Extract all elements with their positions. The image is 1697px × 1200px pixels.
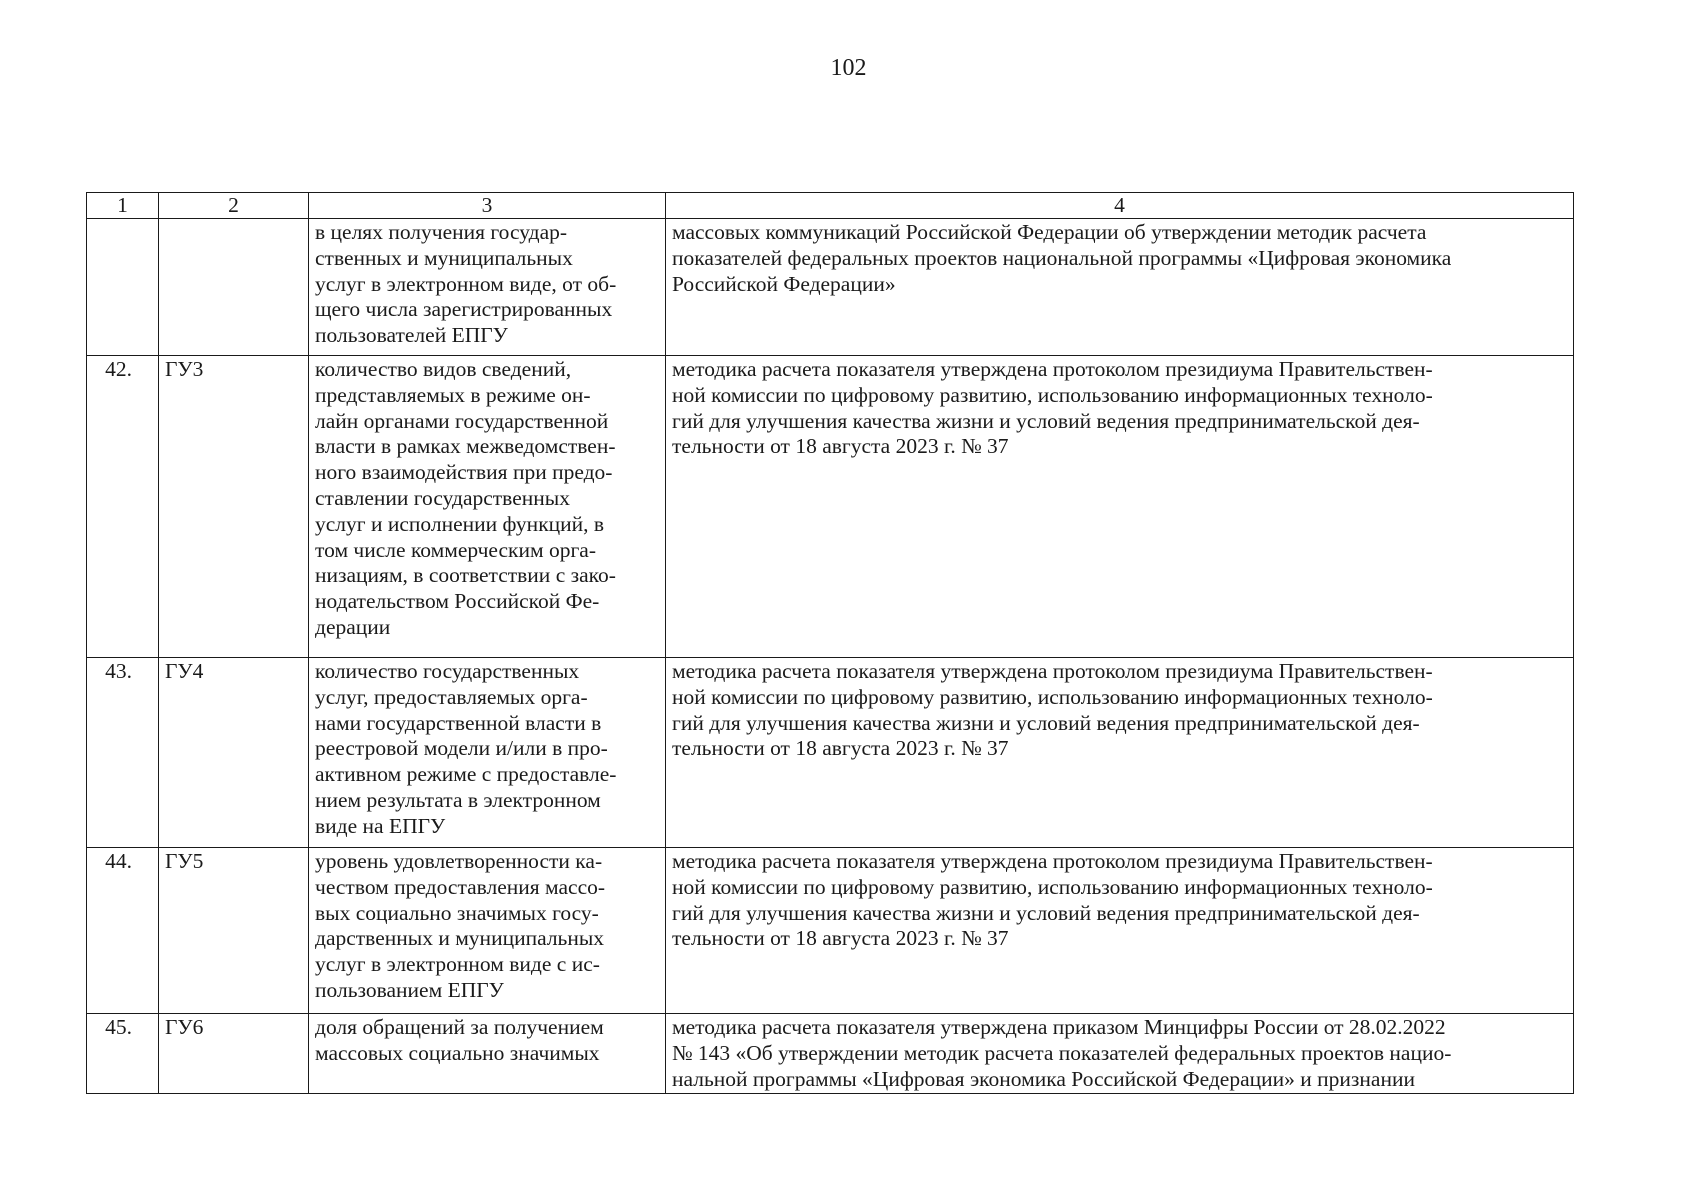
table-body [87,219,1574,1094]
methodology-text: методика расчета показателя утверждена приказом Минцифры России от 28.02.2022 № 143 «Об утверждении методик расчета показателей федеральных проектов нацио- нальной программы «Цифровая экономика Российской Федерации» и признании [672,1015,1452,1091]
header-col-1: 1 [87,193,159,219]
indicator-description [309,658,666,848]
indicator-description [309,356,666,658]
row-number: 44. [87,848,159,1014]
header-col-3: 3 [309,193,666,219]
methodology-cell [666,219,1574,356]
indicator-code: ГУ5 [159,848,309,1014]
indicator-code [159,219,309,356]
table-header [87,193,1574,219]
table-row [87,356,1574,658]
description-text: доля обращений за получением массовых социально значимых [315,1015,604,1065]
methodology-text: методика расчета показателя утверждена протоколом президиума Правительствен- ной комиссии по цифровому развитию, использованию информационных техноло- гий для улучшения качества жизни и условий ведения предпринимательской дея- тельности от 18 августа 2023 г. № 37 [672,849,1433,951]
indicator-description [309,219,666,356]
table-row [87,848,1574,1014]
description-text: количество видов сведений, представляемых в режиме он- лайн органами государственной власти в рамках межведомствен- ного взаимодействия при предо- ставлении государственных услуг и исполнении функций, в том числе коммерческим орга- низациям, в соответствии с зако- нодательством Российской Фе- дерации [315,357,616,639]
methodology-text: массовых коммуникаций Российской Федерации об утверждении методик расчета показателей федеральных проектов национальной программы «Цифровая экономика Российской Федерации» [672,220,1452,296]
row-number: 42. [87,356,159,658]
header-col-2: 2 [159,193,309,219]
methodology-cell [666,658,1574,848]
description-text: уровень удовлетворенности ка- чеством предоставления массо- вых социально значимых госу- дарственных и муниципальных услуг в электронном виде с ис- пользованием ЕПГУ [315,849,606,1002]
row-number: 43. [87,658,159,848]
methodology-text: методика расчета показателя утверждена протоколом президиума Правительствен- ной комиссии по цифровому развитию, использованию информационных техноло- гий для улучшения качества жизни и условий ведения предпринимательской дея- тельности от 18 августа 2023 г. № 37 [672,659,1433,761]
row-number: 45. [87,1014,159,1094]
indicator-code: ГУ3 [159,356,309,658]
methodology-cell [666,848,1574,1014]
methodology-text: методика расчета показателя утверждена протоколом президиума Правительствен- ной комиссии по цифровому развитию, использованию информационных техноло- гий для улучшения качества жизни и условий ведения предпринимательской дея- тельности от 18 августа 2023 г. № 37 [672,357,1433,459]
methodology-cell [666,1014,1574,1094]
methodology-cell [666,356,1574,658]
indicator-code: ГУ6 [159,1014,309,1094]
row-number [87,219,159,356]
table-row [87,219,1574,356]
indicator-description [309,1014,666,1094]
table-row [87,658,1574,848]
indicator-code: ГУ4 [159,658,309,848]
description-text: количество государственных услуг, предоставляемых орга- нами государственной власти в реестровой модели и/или в про- активном режиме с предоставле- нием результата в электронном виде на ЕПГУ [315,659,617,838]
header-col-4: 4 [666,193,1574,219]
description-text: в целях получения государ- ственных и муниципальных услуг в электронном виде, от об- щего числа зарегистрированных пользователей ЕПГУ [315,220,617,348]
indicators-table [86,192,1574,1094]
header-row [87,193,1574,219]
indicator-description [309,848,666,1014]
table-row [87,1014,1574,1094]
page-number: 102 [830,55,867,81]
